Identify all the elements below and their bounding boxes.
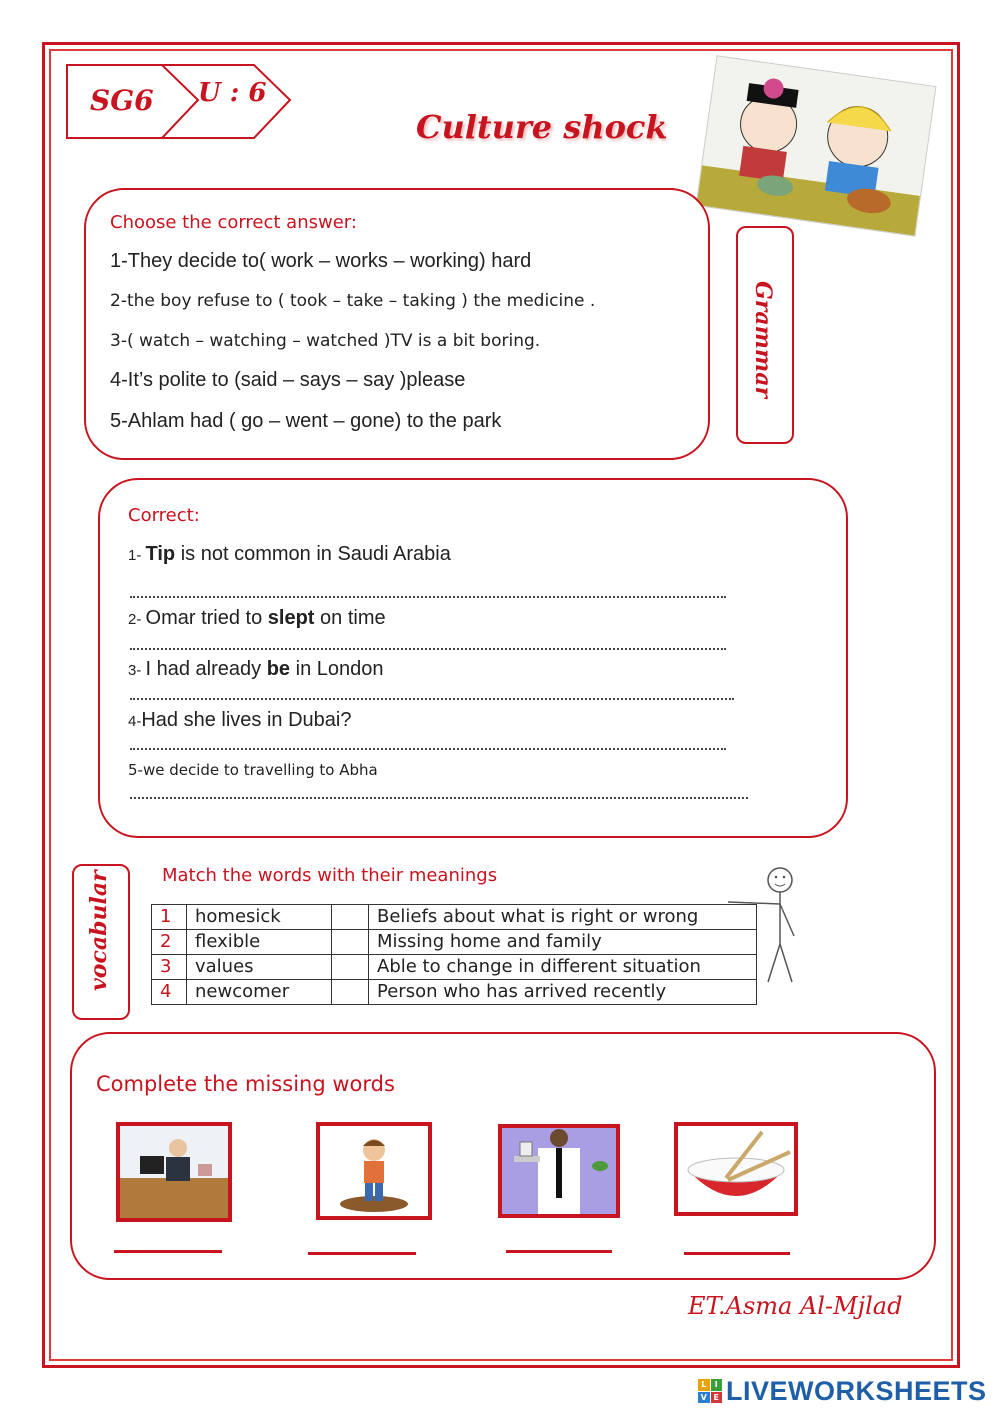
grammar-item: 5-Ahlam had ( go – went – gone) to the park: [110, 410, 502, 432]
answer-blank[interactable]: [684, 1252, 790, 1255]
vocab-word: flexible: [187, 930, 332, 955]
vocab-meaning: Missing home and family: [369, 930, 757, 955]
match-cell[interactable]: [332, 955, 369, 980]
row-number: 1: [152, 905, 187, 930]
unit-label: U : 6: [198, 78, 267, 108]
grammar-item: 3-( watch – watching – watched )TV is a bit boring.: [110, 331, 541, 351]
grammar-side-label: Grammar: [750, 281, 776, 399]
author-signature: ET.Asma Al-Mjlad: [688, 1292, 903, 1320]
rice-chopsticks-image: [674, 1122, 798, 1216]
vocab-word: values: [187, 955, 332, 980]
answer-blank[interactable]: [308, 1252, 416, 1255]
muddy-boy-image: [316, 1122, 432, 1220]
correct-item: 5-we decide to travelling to Abha: [128, 761, 378, 779]
vocabulary-side-label: vocabular: [86, 870, 112, 991]
grammar-item: 2-the boy refuse to ( took – take – taking ) the medicine .: [110, 291, 596, 311]
culture-shock-illustration: [696, 55, 937, 236]
correct-item: 4-Had she lives in Dubai?: [128, 709, 352, 731]
office-worker-image: [116, 1122, 232, 1222]
vocab-meaning: Beliefs about what is right or wrong: [369, 905, 757, 930]
liveworksheets-logo-icon: L I V E: [698, 1379, 722, 1403]
answer-blank[interactable]: [114, 1250, 222, 1253]
answer-line[interactable]: [130, 596, 726, 598]
table-row: [152, 980, 757, 1005]
stick-figure-icon: [724, 862, 804, 986]
row-number: 2: [152, 930, 187, 955]
grammar-item: 1-They decide to( work – works – working) hard: [110, 250, 532, 272]
answer-line[interactable]: [130, 748, 726, 750]
vocab-meaning: Able to change in different situation: [369, 955, 757, 980]
correct-item: 2- Omar tried to slept on time: [128, 607, 386, 629]
match-cell[interactable]: [332, 905, 369, 930]
waiter-tip-image: [498, 1124, 620, 1218]
vocab-word: newcomer: [187, 980, 332, 1005]
answer-blank[interactable]: [506, 1250, 612, 1253]
vocab-meaning: Person who has arrived recently: [369, 980, 757, 1005]
missing-words-instruction: Complete the missing words: [96, 1072, 395, 1096]
row-number: 3: [152, 955, 187, 980]
row-number: 4: [152, 980, 187, 1005]
vocab-word: homesick: [187, 905, 332, 930]
grammar-item: 4-It’s polite to (said – says – say )please: [110, 369, 466, 391]
match-cell[interactable]: [332, 980, 369, 1005]
page-title: Culture shock: [416, 108, 668, 146]
correct-instruction: Correct:: [128, 505, 200, 526]
answer-line[interactable]: [130, 648, 726, 650]
table-row: [152, 930, 757, 955]
table-row: [152, 905, 757, 930]
correct-item: 3- I had already be in London: [128, 658, 384, 680]
liveworksheets-brand: LIVEWORKSHEETS: [726, 1376, 987, 1406]
table-row: [152, 955, 757, 980]
grammar-instruction: Choose the correct answer:: [110, 212, 357, 233]
answer-line[interactable]: [130, 698, 734, 700]
vocabulary-instruction: Match the words with their meanings: [162, 865, 498, 886]
match-cell[interactable]: [332, 930, 369, 955]
level-label: SG6: [90, 84, 154, 117]
correct-item: 1- Tip is not common in Saudi Arabia: [128, 543, 451, 565]
answer-line[interactable]: [130, 797, 748, 799]
vocabulary-table: [151, 904, 757, 1005]
